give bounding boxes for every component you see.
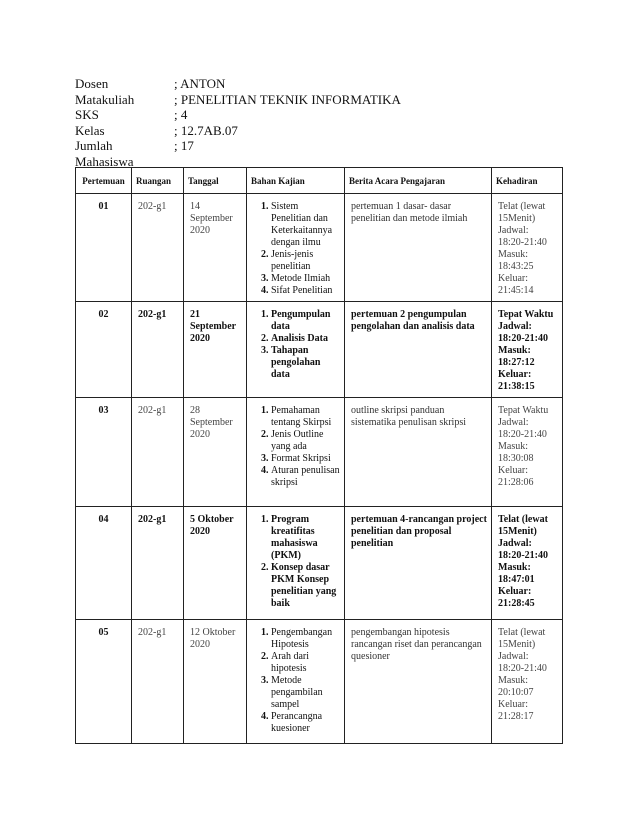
table-row (76, 620, 563, 744)
header-row-matakuliah (75, 92, 401, 108)
list-item: 2. Jenis Outline yang ada (271, 429, 340, 453)
meeting-number: 02 (98, 309, 109, 320)
list-item: 4. Aturan penulisan skripsi (271, 465, 340, 489)
jumlah-value: ; 17 (174, 138, 194, 153)
date: 21 September 2020 (190, 309, 236, 344)
check-out-value: 21:28:06 (498, 477, 534, 488)
topic-list (249, 309, 340, 381)
col-header-ruangan: Ruangan (132, 168, 184, 194)
teaching-notes: pertemuan 4-rancangan project penelitian dan proposal penelitian (351, 514, 487, 549)
col-header-kehadiran: Kehadiran (492, 168, 563, 194)
check-in-label: Masuk: (498, 249, 528, 260)
teaching-notes: outline skripsi panduan sistematika penulisan skripsi (351, 405, 466, 428)
attendance (492, 194, 562, 301)
attendance (492, 620, 562, 727)
header-row-sks (75, 107, 401, 123)
table-row (76, 398, 563, 507)
teaching-notes: pengembangan hipotesis rancangan riset dan perancangan quesioner (351, 627, 482, 662)
check-out-value: 21:28:17 (498, 711, 534, 722)
attendance (492, 302, 562, 397)
header-row-jumlah (75, 138, 401, 169)
check-out-label: Keluar: (498, 465, 528, 476)
list-item: 1. Pemahaman tentang Skirpsi (271, 405, 340, 429)
table-row (76, 194, 563, 302)
col-header-bahan-kajian: Bahan Kajian (247, 168, 345, 194)
meeting-number: 03 (98, 405, 109, 416)
schedule-label: Jadwal: (498, 651, 529, 662)
attendance-table (75, 167, 563, 744)
attendance-status: Tepat Waktu (498, 309, 554, 320)
check-in-label: Masuk: (498, 441, 528, 452)
meeting-number: 05 (98, 627, 109, 638)
room: 202-g1 (138, 309, 167, 320)
topic-list (249, 405, 340, 489)
topic-list (249, 201, 340, 297)
list-item: 2. Jenis-jenis penelitian (271, 249, 340, 273)
meeting-number: 04 (98, 514, 109, 525)
check-in-value: 18:30:08 (498, 453, 534, 464)
schedule-value: 18:20-21:40 (498, 333, 548, 344)
jumlah-label: Jumlah Mahasiswa (75, 138, 134, 169)
col-header-tanggal: Tanggal (184, 168, 247, 194)
schedule-label: Jadwal: (498, 321, 532, 332)
list-item: 2. Konsep dasar PKM Konsep penelitian yang baik (271, 562, 340, 610)
header-row-kelas (75, 123, 401, 139)
check-in-value: 18:43:25 (498, 261, 534, 272)
teaching-notes: pertemuan 1 dasar- dasar penelitian dan metode ilmiah (351, 201, 468, 224)
list-item: 3. Format Skripsi (271, 453, 340, 465)
room: 202-g1 (138, 627, 167, 638)
col-header-pertemuan: Pertemuan (76, 168, 132, 194)
check-in-value: 18:27:12 (498, 357, 535, 368)
kelas-label: Kelas (75, 122, 105, 138)
kelas-value: ; 12.7AB.07 (174, 122, 238, 138)
list-item: 2. Analisis Data (271, 333, 340, 345)
check-in-value: 18:47:01 (498, 574, 535, 585)
check-out-value: 21:28:45 (498, 598, 535, 609)
schedule-label: Jadwal: (498, 225, 529, 236)
course-header (75, 76, 401, 169)
list-item: 1. Sistem Penelitian dan Keterkaitannya dengan ilmu (271, 201, 340, 249)
schedule-value: 18:20-21:40 (498, 429, 547, 440)
table-row (76, 302, 563, 398)
check-in-label: Masuk: (498, 675, 528, 686)
list-item: 2. Arah dari hipotesis (271, 651, 340, 675)
room: 202-g1 (138, 405, 167, 416)
schedule-value: 18:20-21:40 (498, 237, 547, 248)
check-out-label: Keluar: (498, 699, 528, 710)
date: 12 Oktober 2020 (190, 627, 236, 650)
attendance (492, 507, 562, 614)
schedule-value: 18:20-21:40 (498, 663, 547, 674)
list-item: 4. Sifat Penelitian (271, 285, 340, 297)
table-header-row (76, 168, 563, 194)
col-header-berita-acara: Berita Acara Pengajaran (345, 168, 492, 194)
list-item: 3. Metode Ilmiah (271, 273, 340, 285)
schedule-label: Jadwal: (498, 417, 529, 428)
room: 202-g1 (138, 201, 167, 212)
dosen-label: Dosen (75, 76, 109, 91)
check-out-value: 21:45:14 (498, 285, 534, 296)
header-row-dosen (75, 76, 401, 92)
attendance (492, 398, 562, 493)
matakuliah-value: ; PENELITIAN TEKNIK INFORMATIKA (174, 91, 401, 107)
list-item: 1. Pengembangan Hipotesis (271, 627, 340, 651)
attendance-status: Telat (lewat 15Menit) (498, 514, 548, 537)
check-in-value: 20:10:07 (498, 687, 534, 698)
sks-label: SKS (75, 107, 99, 122)
attendance-status: Tepat Waktu (498, 405, 549, 416)
list-item: 3. Tahapan pengolahan data (271, 345, 340, 381)
list-item: 4. Perancangna kuesioner (271, 711, 340, 735)
date: 28 September 2020 (190, 405, 233, 440)
check-out-value: 21:38:15 (498, 381, 535, 392)
check-in-label: Masuk: (498, 562, 531, 573)
date: 5 Oktober 2020 (190, 514, 234, 537)
date: 14 September 2020 (190, 201, 233, 236)
topic-list (249, 514, 340, 610)
list-item: 3. Metode pengambilan sampel (271, 675, 340, 711)
sks-value: ; 4 (174, 107, 188, 122)
attendance-status: Telat (lewat 15Menit) (498, 627, 546, 650)
attendance-status: Telat (lewat 15Menit) (498, 201, 546, 224)
check-in-label: Masuk: (498, 345, 531, 356)
topic-list (249, 627, 340, 735)
schedule-label: Jadwal: (498, 538, 532, 549)
dosen-value: ; ANTON (174, 76, 226, 91)
room: 202-g1 (138, 514, 167, 525)
teaching-notes: pertemuan 2 pengumpulan pengolahan dan analisis data (351, 309, 475, 332)
schedule-value: 18:20-21:40 (498, 550, 548, 561)
table-row (76, 507, 563, 620)
list-item: 1. Pengumpulan data (271, 309, 340, 333)
check-out-label: Keluar: (498, 586, 532, 597)
meeting-number: 01 (98, 201, 109, 212)
matakuliah-label: Matakuliah (75, 91, 135, 107)
check-out-label: Keluar: (498, 273, 528, 284)
check-out-label: Keluar: (498, 369, 532, 380)
list-item: 1. Program kreatifitas mahasiswa (PKM) (271, 514, 340, 562)
